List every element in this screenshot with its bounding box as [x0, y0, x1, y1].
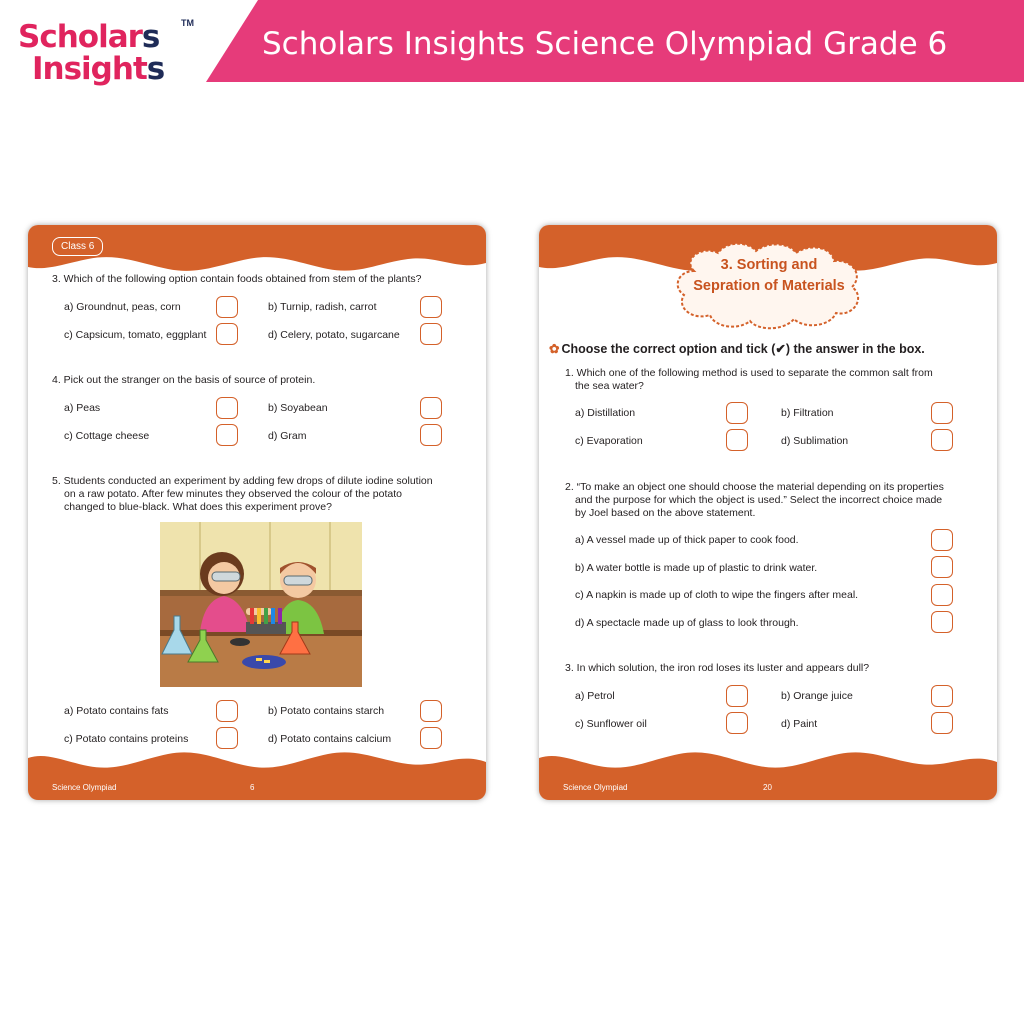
answer-checkbox[interactable] — [420, 397, 442, 419]
answer-checkbox[interactable] — [931, 611, 953, 633]
chapter-title — [672, 255, 866, 297]
option-label: b) Filtration — [781, 407, 834, 419]
option-label: a) A vessel made up of thick paper to cook food. — [575, 534, 799, 546]
question-text-line: changed to blue-black. What does this experiment prove? — [64, 501, 332, 513]
footer-label: Science Olympiad — [52, 783, 117, 792]
option-label: d) Potato contains calcium — [268, 733, 392, 745]
answer-checkbox[interactable] — [420, 424, 442, 446]
answer-checkbox[interactable] — [420, 323, 442, 345]
answer-checkbox[interactable] — [216, 323, 238, 345]
scholars-insights-logo — [18, 18, 194, 98]
left-book-page — [28, 225, 486, 800]
option-label: c) Sunflower oil — [575, 718, 647, 730]
question-text: 3. In which solution, the iron rod loses its luster and appears dull? — [565, 662, 870, 674]
option-label: b) Orange juice — [781, 690, 853, 702]
option-label: c) Capsicum, tomato, eggplant — [64, 329, 207, 341]
flower-icon: ✿ — [549, 342, 560, 356]
option-label: b) Turnip, radish, carrot — [268, 301, 377, 313]
question-text-line: 2. “To make an object one should choose the material depending on its properties — [565, 481, 944, 493]
answer-checkbox[interactable] — [931, 685, 953, 707]
option-label: a) Petrol — [575, 690, 615, 702]
answer-checkbox[interactable] — [931, 402, 953, 424]
answer-checkbox[interactable] — [420, 700, 442, 722]
option-label: c) Potato contains proteins — [64, 733, 189, 745]
answer-checkbox[interactable] — [931, 429, 953, 451]
option-label: d) Paint — [781, 718, 818, 730]
answer-checkbox[interactable] — [726, 402, 748, 424]
option-label: d) Gram — [268, 430, 307, 442]
class-tag: Class 6 — [52, 237, 103, 256]
lab-experiment-illustration — [160, 522, 362, 687]
answer-checkbox[interactable] — [931, 584, 953, 606]
option-label: b) A water bottle is made up of plastic to drink water. — [575, 562, 818, 574]
option-label: b) Soyabean — [268, 402, 328, 414]
answer-checkbox[interactable] — [216, 700, 238, 722]
answer-checkbox[interactable] — [726, 712, 748, 734]
question-text-line: 1. Which one of the following method is used to separate the common salt from — [565, 367, 933, 379]
answer-checkbox[interactable] — [931, 529, 953, 551]
question-text: 4. Pick out the stranger on the basis of source of protein. — [52, 374, 316, 386]
question-text-line: and the purpose for which the object is used.” Select the incorrect choice made — [575, 494, 943, 506]
answer-checkbox[interactable] — [216, 296, 238, 318]
logo-word-scholars: Scholars — [18, 19, 160, 55]
answer-checkbox[interactable] — [931, 712, 953, 734]
answer-checkbox[interactable] — [726, 429, 748, 451]
page-title: Scholars Insights Science Olympiad Grade 6 — [262, 26, 948, 62]
logo-trademark: TM — [181, 18, 194, 28]
option-label: a) Distillation — [575, 407, 636, 419]
option-label: c) Cottage cheese — [64, 430, 150, 442]
question-text: 3. Which of the following option contain foods obtained from stem of the plants? — [52, 273, 422, 285]
option-label: a) Groundnut, peas, corn — [64, 301, 181, 313]
chapter-title-line2: Sepration of Materials — [693, 278, 845, 294]
answer-checkbox[interactable] — [216, 397, 238, 419]
logo-word-insights: Insights — [32, 51, 165, 87]
option-label: d) A spectacle made up of glass to look through. — [575, 617, 799, 629]
option-label: a) Peas — [64, 402, 101, 414]
question-text-line: 5. Students conducted an experiment by adding few drops of dilute iodine solution — [52, 475, 433, 487]
answer-checkbox[interactable] — [931, 556, 953, 578]
option-label: c) Evaporation — [575, 435, 643, 447]
right-book-page — [539, 225, 997, 800]
answer-checkbox[interactable] — [420, 296, 442, 318]
footer-label: Science Olympiad — [563, 783, 628, 792]
chapter-title-line1: 3. Sorting and — [720, 257, 818, 273]
question-text-line: by Joel based on the above statement. — [575, 507, 756, 519]
instruction-text: ✿ Choose the correct option and tick (✔) the answer in the box. — [549, 342, 925, 356]
option-label: b) Potato contains starch — [268, 705, 385, 717]
answer-checkbox[interactable] — [726, 685, 748, 707]
answer-checkbox[interactable] — [216, 424, 238, 446]
question-text-line: on a raw potato. After few minutes they observed the colour of the potato — [64, 488, 402, 500]
question-text-line: the sea water? — [575, 380, 644, 392]
option-label: d) Sublimation — [781, 435, 849, 447]
option-label: a) Potato contains fats — [64, 705, 169, 717]
option-label: d) Celery, potato, sugarcane — [268, 329, 400, 341]
option-label: c) A napkin is made up of cloth to wipe the fingers after meal. — [575, 589, 859, 601]
page-number: 20 — [763, 783, 772, 792]
page-number: 6 — [250, 783, 255, 792]
